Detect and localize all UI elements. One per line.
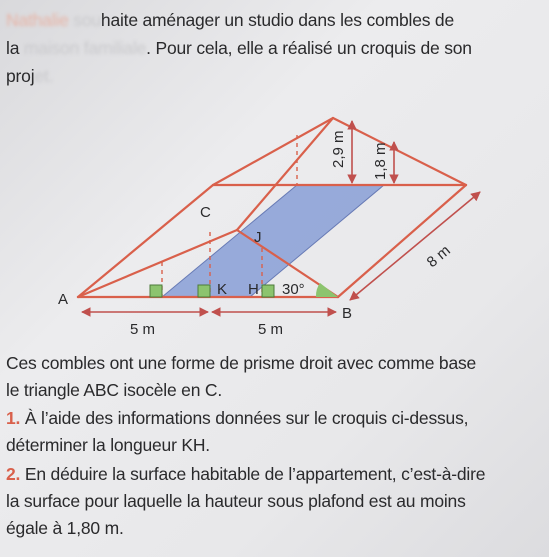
- label-b: B: [342, 305, 353, 322]
- label-height-total: 2,9 m: [330, 130, 347, 168]
- question-2-line-3: égale à 1,80 m.: [6, 518, 124, 538]
- intro-line-1-text: haite aménager un studio dans les combles de: [100, 10, 455, 30]
- label-c: C: [200, 204, 211, 221]
- question-1-number: 1.: [6, 408, 21, 428]
- intro-line-2-text: . Pour cela, elle a réalisé un croquis de son: [146, 38, 472, 58]
- question-2: [6, 461, 536, 542]
- habitable-floor: [162, 185, 384, 297]
- intro-blurred-house: maison familiale: [23, 38, 147, 58]
- statement-line-1: Ces combles ont une forme de prisme droit avec comme base: [6, 353, 477, 373]
- label-dim-right: 5 m: [258, 321, 284, 338]
- label-height-ceiling: 1,8 m: [372, 142, 389, 180]
- question-1-line-2: déterminer la longueur KH.: [6, 435, 210, 455]
- intro-blurred-name: Nathalie: [6, 10, 69, 30]
- question-2-number: 2.: [6, 464, 21, 484]
- statement-line-2: le triangle ABC isocèle en C.: [6, 380, 222, 400]
- label-j: J: [254, 229, 262, 246]
- question-2-text-1: En déduire la surface habitable de l’appartement, c’est-à-dire: [24, 464, 486, 484]
- intro-blurred-fragment: sou: [73, 10, 101, 30]
- label-a: A: [58, 291, 69, 308]
- question-1: [6, 405, 536, 459]
- intro-line-2: [6, 34, 536, 62]
- intro-line-3: [6, 62, 536, 90]
- label-h: H: [248, 281, 259, 298]
- label-dim-left: 5 m: [130, 321, 156, 338]
- intro-line-1: [6, 6, 536, 34]
- question-2-line-2: la surface pour laquelle la hauteur sous plafond est au moins: [6, 491, 466, 511]
- question-2-line-1: [6, 461, 536, 488]
- intro-line-3-start: proj: [6, 66, 35, 86]
- label-k: K: [217, 281, 228, 298]
- label-depth: 8 m: [423, 241, 454, 272]
- statement: [6, 350, 536, 404]
- intro-paragraph: [6, 6, 536, 90]
- intro-line-2-start: la: [6, 38, 20, 58]
- prism-sketch: [0, 100, 549, 345]
- intro-blurred-end: et.: [34, 66, 54, 86]
- label-angle: 30°: [282, 281, 305, 298]
- question-1-text-1: À l’aide des informations données sur le croquis ci-dessus,: [24, 408, 469, 428]
- question-1-line-1: [6, 405, 536, 432]
